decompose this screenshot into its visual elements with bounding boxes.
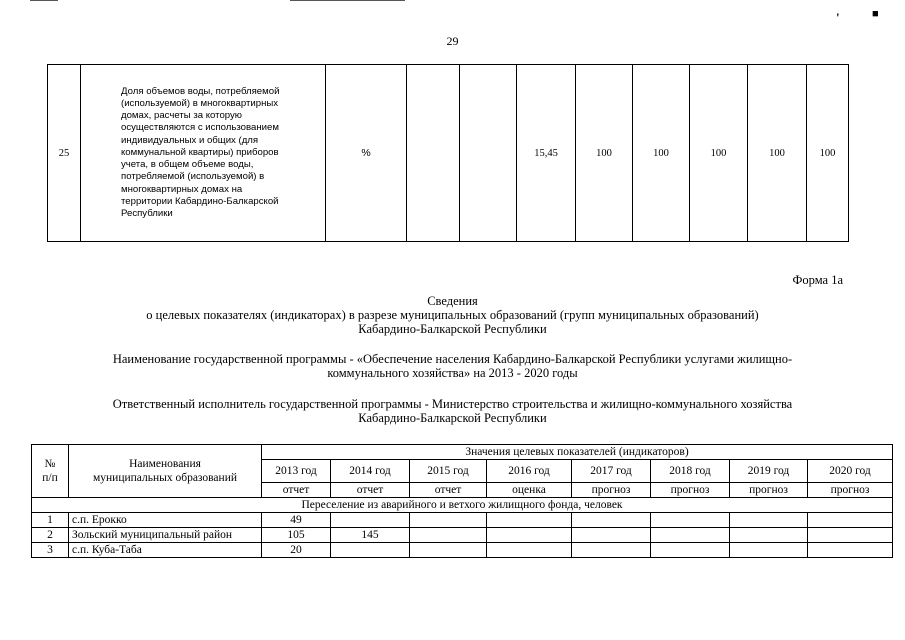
municipality-name: с.п. Ерокко bbox=[69, 513, 262, 528]
description-line: территории Кабардино-Балкарской bbox=[121, 195, 279, 207]
heading-line: о целевых показателях (индикаторах) в разрезе муниципальных образований (групп муниципальных образований) bbox=[146, 308, 759, 322]
value-cell: 100 bbox=[807, 65, 849, 242]
indicator-table-top bbox=[47, 64, 849, 242]
description-line: Республики bbox=[121, 207, 173, 219]
executor-line: Ответственный исполнитель государственной программы - Министерство строительства и жилищно-коммунального хозяйства bbox=[112, 397, 793, 411]
value-cell: 100 bbox=[690, 65, 748, 242]
kind-header: прогноз bbox=[651, 483, 730, 498]
value-cell bbox=[572, 513, 651, 528]
program-name-line: Наименование государственной программы - «Обеспечение населения Кабардино-Балкарской Республики услугами жилищно- bbox=[112, 352, 793, 366]
kind-header: отчет bbox=[331, 483, 410, 498]
value-cell bbox=[487, 513, 572, 528]
kind-header: отчет bbox=[410, 483, 487, 498]
value-cell bbox=[730, 513, 808, 528]
description-line: осуществляются с использованием bbox=[121, 122, 279, 134]
scan-artifact-line bbox=[30, 0, 58, 1]
value-cell bbox=[572, 543, 651, 558]
value-cell bbox=[651, 528, 730, 543]
corner-mark: ■ bbox=[872, 8, 879, 20]
table-row bbox=[32, 528, 893, 543]
value-cell bbox=[410, 543, 487, 558]
description-line: потребляемой (используемой) в bbox=[121, 171, 265, 183]
year-header: 2017 год bbox=[572, 460, 651, 483]
table-row bbox=[32, 513, 893, 528]
year-header: 2013 год bbox=[262, 460, 331, 483]
row-number: 3 bbox=[32, 543, 69, 558]
value-cell bbox=[651, 543, 730, 558]
col-header-name: Наименования муниципальных образований bbox=[69, 445, 262, 498]
value-cell bbox=[730, 543, 808, 558]
kind-header: прогноз bbox=[808, 483, 893, 498]
value-cell: 100 bbox=[576, 65, 633, 242]
description-line: многоквартирных домах на bbox=[121, 183, 243, 195]
table-row bbox=[32, 543, 893, 558]
municipality-name: с.п. Куба-Таба bbox=[69, 543, 262, 558]
year-header: 2014 год bbox=[331, 460, 410, 483]
corner-mark: ' bbox=[836, 10, 840, 25]
description-line: индивидуальных и общих (для bbox=[121, 134, 259, 146]
executor-line: Кабардино-Балкарской Республики bbox=[358, 411, 547, 425]
description-line: учета, в общем объеме воды, bbox=[121, 159, 254, 171]
value-cell bbox=[487, 528, 572, 543]
kind-header: отчет bbox=[262, 483, 331, 498]
municipality-name: Зольский муниципальный район bbox=[69, 528, 262, 543]
value-cell bbox=[651, 513, 730, 528]
year-header: 2015 год bbox=[410, 460, 487, 483]
description-line: Доля объемов воды, потребляемой bbox=[121, 85, 280, 97]
table-row bbox=[48, 65, 849, 242]
value-cell bbox=[808, 543, 893, 558]
description-line: домах, расчеты за которую bbox=[121, 110, 242, 122]
year-header: 2016 год bbox=[487, 460, 572, 483]
value-cell: 100 bbox=[748, 65, 807, 242]
kind-header: прогноз bbox=[730, 483, 808, 498]
value-cell: 15,45 bbox=[517, 65, 576, 242]
section-title: Переселение из аварийного и ветхого жилищного фонда, человек bbox=[32, 498, 893, 513]
page-number: 29 bbox=[446, 34, 459, 48]
value-cell bbox=[808, 528, 893, 543]
value-cell: 105 bbox=[262, 528, 331, 543]
year-header: 2019 год bbox=[730, 460, 808, 483]
value-cell bbox=[407, 65, 460, 242]
heading-title: Сведения bbox=[427, 294, 478, 308]
program-name-line: коммунального хозяйства» на 2013 - 2020 годы bbox=[327, 366, 578, 380]
indicator-description bbox=[81, 65, 326, 242]
kind-header: прогноз bbox=[572, 483, 651, 498]
value-cell: 100 bbox=[633, 65, 690, 242]
col-header-number: № п/п bbox=[32, 445, 69, 498]
scan-artifact-line bbox=[290, 0, 405, 1]
value-cell bbox=[730, 528, 808, 543]
value-cell bbox=[808, 513, 893, 528]
value-cell bbox=[487, 543, 572, 558]
description-line: коммунальной квартиры) приборов bbox=[121, 146, 279, 158]
row-number: 1 bbox=[32, 513, 69, 528]
form-label: Форма 1а bbox=[792, 273, 843, 287]
description-line: (используемой) в многоквартирных bbox=[121, 98, 279, 110]
value-cell: 49 bbox=[262, 513, 331, 528]
year-header: 2020 год bbox=[808, 460, 893, 483]
heading-line: Кабардино-Балкарской Республики bbox=[358, 322, 547, 336]
year-header: 2018 год bbox=[651, 460, 730, 483]
unit-cell: % bbox=[326, 65, 407, 242]
row-number: 2 bbox=[32, 528, 69, 543]
value-cell bbox=[460, 65, 517, 242]
group-header: Значения целевых показателей (индикаторов) bbox=[262, 445, 893, 460]
table-header-row bbox=[32, 445, 893, 460]
value-cell: 145 bbox=[331, 528, 410, 543]
value-cell bbox=[331, 513, 410, 528]
section-row bbox=[32, 498, 893, 513]
municipal-indicators-table bbox=[31, 444, 893, 558]
value-cell: 20 bbox=[262, 543, 331, 558]
row-number: 25 bbox=[48, 65, 81, 242]
value-cell bbox=[410, 513, 487, 528]
value-cell bbox=[331, 543, 410, 558]
kind-header: оценка bbox=[487, 483, 572, 498]
value-cell bbox=[572, 528, 651, 543]
value-cell bbox=[410, 528, 487, 543]
